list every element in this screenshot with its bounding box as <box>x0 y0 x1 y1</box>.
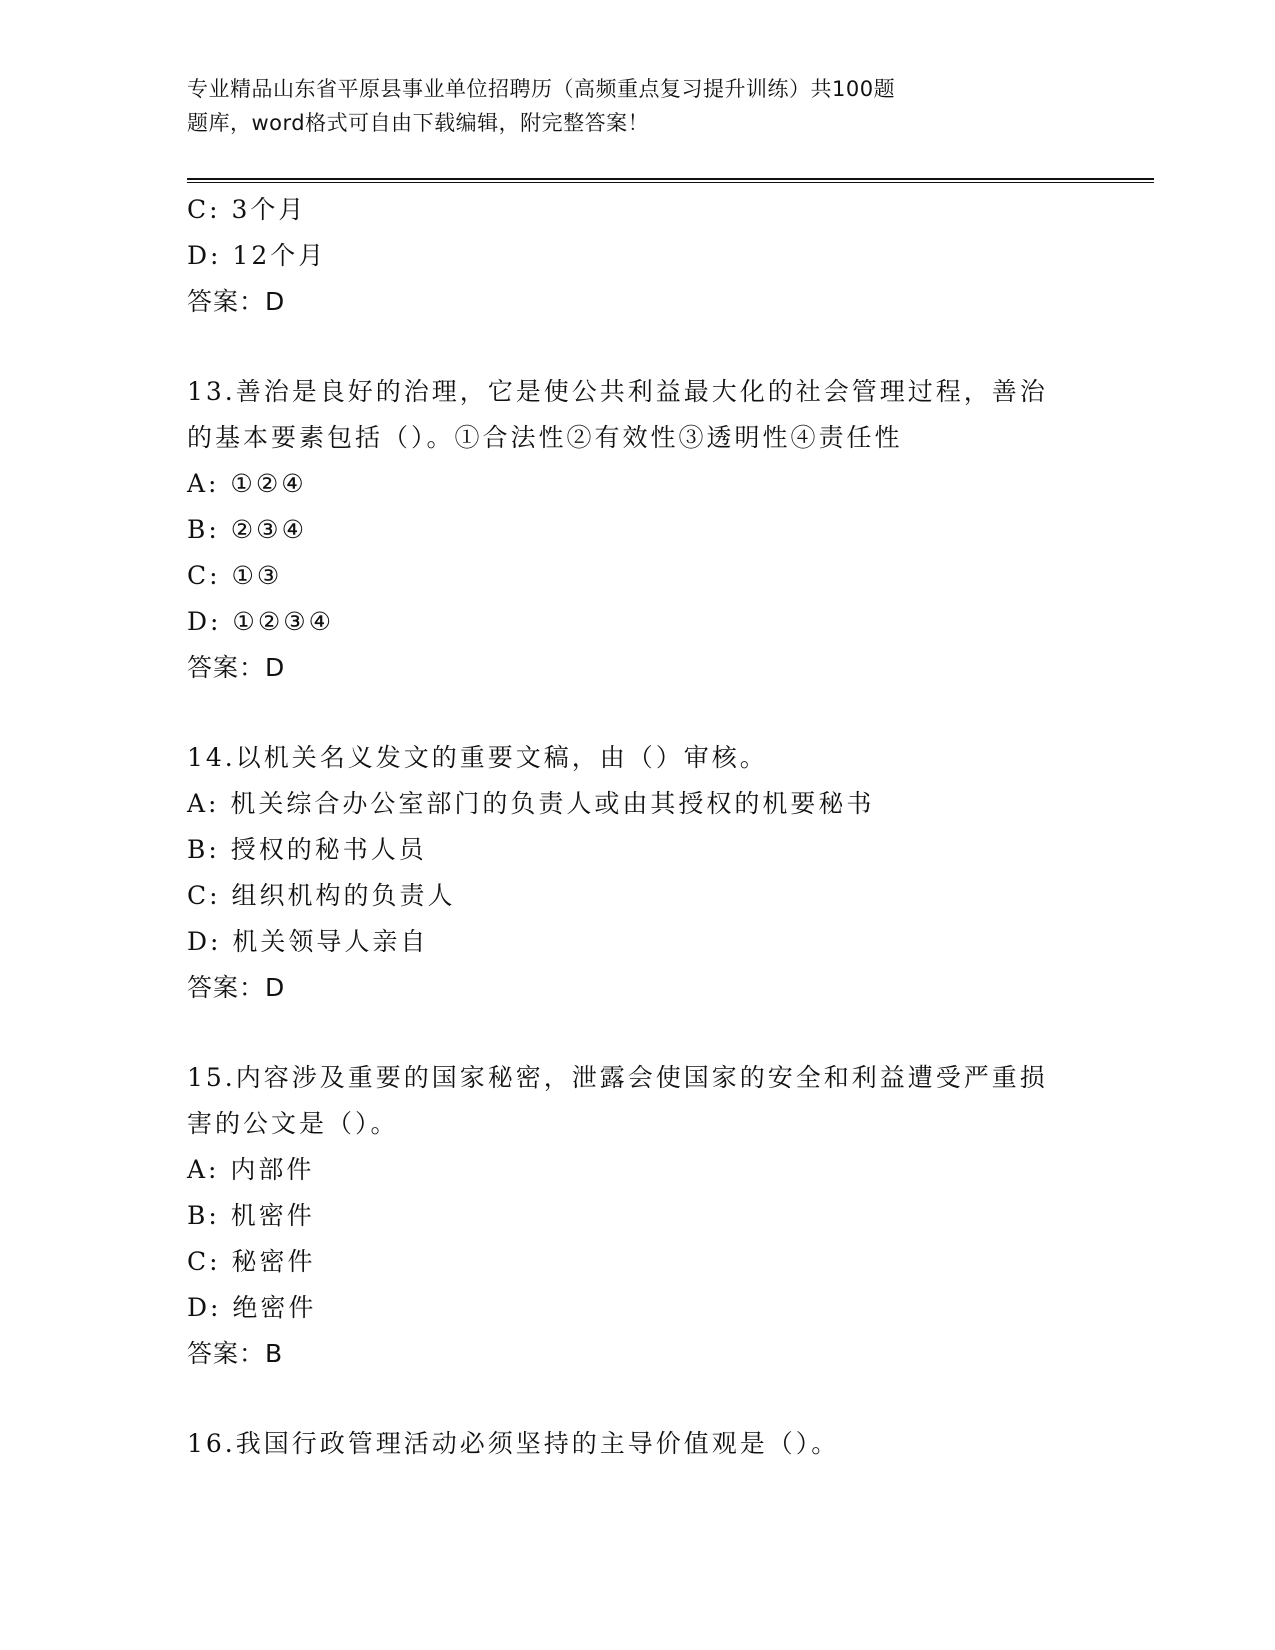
question-16 <box>187 1421 1087 1467</box>
question-stem: 13.善治是良好的治理，它是使公共利益最大化的社会管理过程，善治 <box>187 377 1048 406</box>
option-d: D: 机关领导人亲自 <box>187 927 429 956</box>
question-13 <box>187 369 1087 691</box>
question-stem: 15.内容涉及重要的国家秘密，泄露会使国家的安全和利益遭受严重损 <box>187 1063 1048 1092</box>
header-title-line-1: 专业精品山东省平原县事业单位招聘历（高频重点复习提升训练）共100题 <box>187 77 896 101</box>
option-b: B: ②③④ <box>187 515 307 544</box>
option-d: D: 绝密件 <box>187 1293 317 1322</box>
question-14 <box>187 735 1087 1011</box>
option-b: B: 机密件 <box>187 1201 315 1230</box>
option-c: C: 组织机构的负责人 <box>187 881 456 910</box>
option-c: C: 3个月 <box>187 195 307 224</box>
header-divider <box>187 178 1154 183</box>
option-c: C: ①③ <box>187 561 283 590</box>
question-stem: 16.我国行政管理活动必须坚持的主导价值观是（）。 <box>187 1429 840 1458</box>
option-b: B: 授权的秘书人员 <box>187 835 427 864</box>
question-15 <box>187 1055 1087 1377</box>
question-12-tail <box>187 187 1087 325</box>
option-a: A: 内部件 <box>187 1155 315 1184</box>
spacer <box>187 1011 1087 1055</box>
question-list <box>187 187 1087 1467</box>
document-header <box>187 72 1047 140</box>
option-a: A: 机关综合办公室部门的负责人或由其授权的机要秘书 <box>187 789 875 818</box>
header-title-line-2: 题库，word格式可自由下载编辑，附完整答案！ <box>187 111 650 135</box>
question-stem: 14.以机关名义发文的重要文稿，由（）审核。 <box>187 743 768 772</box>
question-stem-continued: 害的公文是（）。 <box>187 1109 399 1138</box>
option-a: A: ①②④ <box>187 469 307 498</box>
spacer <box>187 1377 1087 1421</box>
answer: 答案：D <box>187 973 286 1002</box>
answer: 答案：D <box>187 653 286 682</box>
spacer <box>187 325 1087 369</box>
option-c: C: 秘密件 <box>187 1247 316 1276</box>
answer: 答案：B <box>187 1339 284 1368</box>
spacer <box>187 691 1087 735</box>
option-d: D: 12个月 <box>187 241 327 270</box>
option-d: D: ①②③④ <box>187 607 335 636</box>
answer: 答案：D <box>187 287 286 316</box>
question-stem-continued: 的基本要素包括（）。①合法性②有效性③透明性④责任性 <box>187 423 903 452</box>
